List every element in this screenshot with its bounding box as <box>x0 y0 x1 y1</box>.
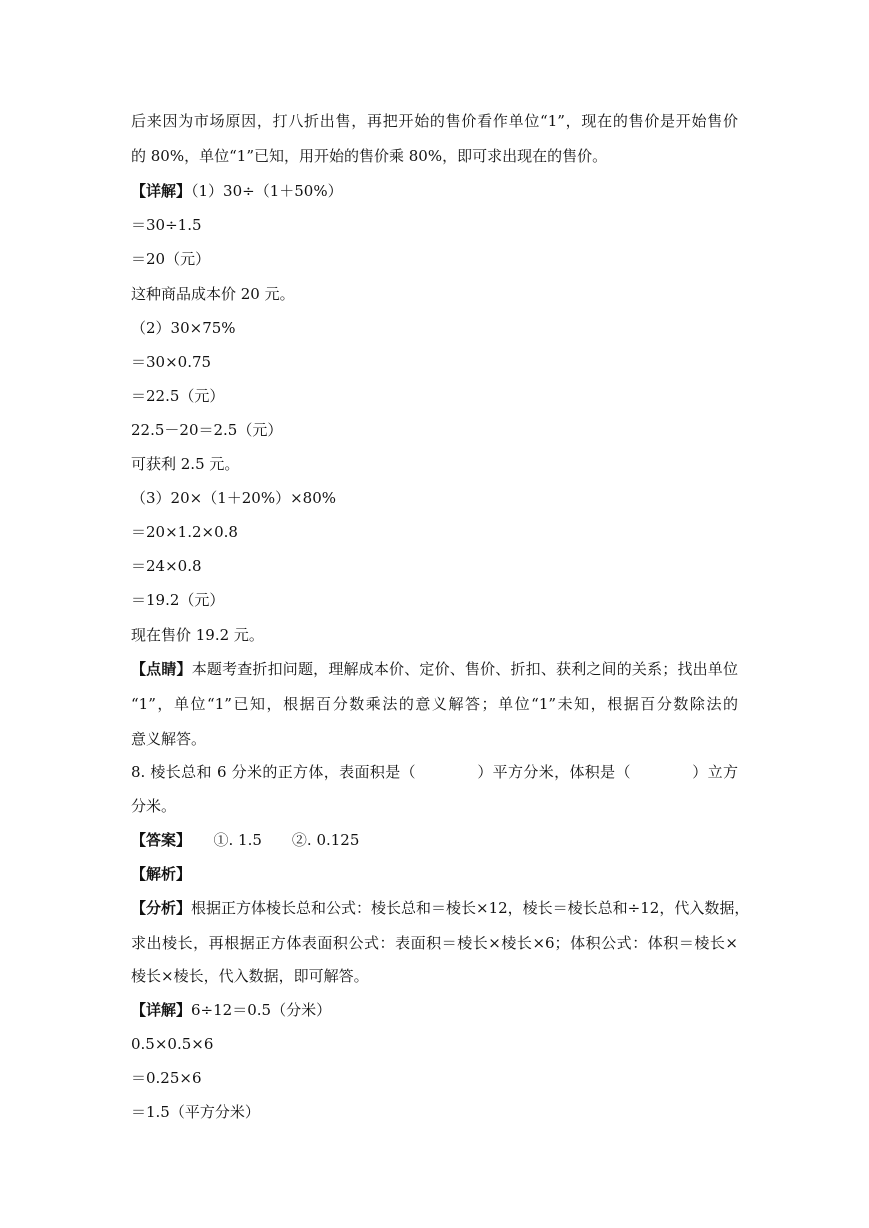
detail-line <box>131 181 343 201</box>
text-span: 棱长×棱长，代入数据，即可解答。 <box>131 967 369 985</box>
text-span: （1）30÷（1＋50%） <box>191 182 343 200</box>
detail-line <box>131 1000 331 1020</box>
formula-line <box>131 1068 202 1088</box>
text-line <box>131 284 295 304</box>
text-span: ＝0.25×6 <box>131 1069 202 1087</box>
text-span: 现在售价 19.2 元。 <box>131 626 264 644</box>
formula-line <box>131 488 336 508</box>
section-label: 【点睛】 <box>131 660 192 678</box>
text-span: ＝30×0.75 <box>131 353 212 371</box>
text-line <box>131 694 738 714</box>
text-span: ＝24×0.8 <box>131 557 202 575</box>
formula-line <box>131 1102 260 1122</box>
text-span: ＝19.2（元） <box>131 591 225 609</box>
formula-line <box>131 318 236 338</box>
text-span: 求出棱长，再根据正方体表面积公式：表面积＝棱长×棱长×6；体积公式：体积＝棱长× <box>131 934 738 952</box>
text-span: 分米。 <box>131 797 177 815</box>
section-label: 【解析】 <box>131 865 192 883</box>
formula-line <box>131 386 224 406</box>
formula-line <box>131 522 238 542</box>
text-span: 0.5×0.5×6 <box>131 1035 214 1053</box>
text-span: ＝20（元） <box>131 250 211 268</box>
text-line <box>131 933 738 953</box>
text-span: ①. 1.5 ②. 0.125 <box>183 831 360 849</box>
formula-line <box>131 556 202 576</box>
text-line <box>131 146 607 166</box>
formula-line <box>131 352 211 372</box>
text-span: （2）30×75% <box>131 319 236 337</box>
section-label: 【答案】 <box>131 831 184 849</box>
text-span: ＝22.5（元） <box>131 387 225 405</box>
formula-line <box>131 249 210 269</box>
formula-line <box>131 215 202 235</box>
text-line <box>131 796 176 816</box>
text-span: ＝30÷1.5 <box>131 216 202 234</box>
analysis-line <box>131 898 750 918</box>
analysis-heading <box>131 864 191 884</box>
text-span: 本题考查折扣问题，理解成本价、定价、售价、折扣、获利之间的关系；找出单位 <box>191 660 738 678</box>
section-label: 【详解】 <box>131 1001 192 1019</box>
text-span: 这种商品成本价 20 元。 <box>131 285 295 303</box>
text-line <box>131 966 369 986</box>
formula-line <box>131 590 224 610</box>
formula-line <box>131 1034 213 1054</box>
text-span: “1”，单位“1”已知，根据百分数乘法的意义解答；单位“1”未知，根据百分数除法的 <box>131 695 738 713</box>
text-span: （3）20×（1＋20%）×80% <box>131 489 336 507</box>
text-span: 后来因为市场原因，打八折出售，再把开始的售价看作单位“1”，现在的售价是开始售价 <box>131 112 738 130</box>
text-span: 8. 棱长总和 6 分米的正方体，表面积是（ ）平方分米，体积是（ ）立方 <box>131 763 738 781</box>
comment-line <box>131 659 738 679</box>
text-span: 可获利 2.5 元。 <box>131 455 240 473</box>
text-line <box>131 454 239 474</box>
text-span: 6÷12＝0.5（分米） <box>191 1001 332 1019</box>
text-span: 的 80%，单位“1”已知，用开始的售价乘 80%，即可求出现在的售价。 <box>131 147 608 165</box>
question-line <box>131 762 738 782</box>
text-line <box>131 111 738 131</box>
text-span: 22.5－20＝2.5（元） <box>131 421 283 439</box>
text-span: ＝1.5（平方分米） <box>131 1103 260 1121</box>
formula-line <box>131 420 282 440</box>
text-line <box>131 625 264 645</box>
section-label: 【详解】 <box>131 182 192 200</box>
section-label: 【分析】 <box>131 899 192 917</box>
text-span: 根据正方体棱长总和公式：棱长总和＝棱长×12，棱长＝棱长总和÷12，代入数据， <box>191 899 750 917</box>
text-span: 意义解答。 <box>131 730 207 748</box>
text-line <box>131 729 206 749</box>
answer-line <box>131 830 359 850</box>
text-span: ＝20×1.2×0.8 <box>131 523 238 541</box>
